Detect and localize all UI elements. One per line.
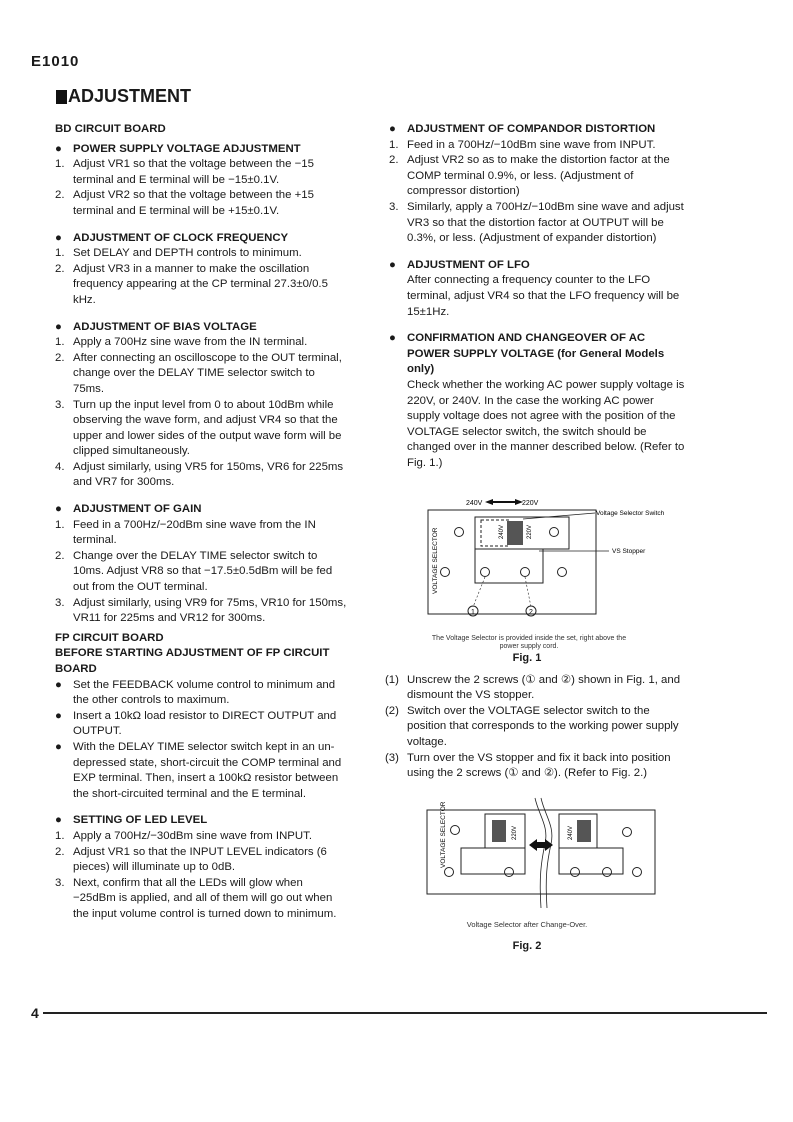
footer-rule <box>43 1012 767 1014</box>
fig1-callout-stopper: VS Stopper <box>612 548 646 556</box>
list-item: 1. Apply a 700Hz sine wave from the IN terminal. <box>55 336 308 349</box>
svg-text:220V: 220V <box>512 825 518 840</box>
step-item: (3) Turn over the VS stopper and fix it back into position using the 2 screws (① and ②). (Refer to Fig. 2.) <box>385 751 671 780</box>
bias-heading: ● ADJUSTMENT OF BIAS VOLTAGE <box>55 320 257 333</box>
list-item: 2. Adjust VR1 so that the INPUT LEVEL indicators (6 pieces) will illuminate up to 0dB. <box>55 845 327 874</box>
page-footer <box>31 1005 767 1021</box>
fig2-label: Fig. 2 <box>512 940 542 953</box>
list-item: 2. Adjust VR2 so as to make the distortion factor at the COMP terminal 0.9%, or less. (Adjustment of compressor distortion) <box>389 154 670 198</box>
screw-icon <box>505 867 514 876</box>
lfo-text: After connecting a frequency counter to the LFO terminal, adjust VR4 so that the LFO frequency will be 15±1Hz. <box>407 274 680 318</box>
model-number: E1010 <box>31 53 80 70</box>
fig2-diagram <box>389 796 685 916</box>
list-item: 3. Adjust similarly, using VR9 for 75ms, VR10 for 150ms, VR11 for 225ms and VR12 for 300ms. <box>55 596 347 625</box>
gain-heading: ● ADJUSTMENT OF GAIN <box>55 503 202 516</box>
double-arrow-icon <box>485 499 523 505</box>
step-item: (2) Switch over the VOLTAGE selector switch to the position that corresponds to the working power supply voltage. <box>385 704 679 749</box>
screw-icon <box>623 827 632 836</box>
screw-icon <box>451 825 460 834</box>
fig2-right-plate <box>559 848 623 874</box>
page-title <box>56 86 191 107</box>
list-item: 2. Adjust VR2 so that the voltage between the +15 terminal and E terminal will be +15±0.1V. <box>55 189 314 217</box>
fig1-side-label: VOLTAGE SELECTOR <box>432 528 439 595</box>
list-item: 1. Apply a 700Hz/−30dBm sine wave from INPUT. <box>55 829 312 842</box>
fp-heading: FP CIRCUIT BOARD <box>55 631 164 644</box>
screw-icon <box>550 528 559 537</box>
fig2-left-plate <box>461 848 525 874</box>
compandor-heading: ● ADJUSTMENT OF COMPANDOR DISTORTION <box>389 123 656 135</box>
list-item: 2. Change over the DELAY TIME selector switch to 10ms. Adjust VR8 so that −17.5±0.5dBm will be fed out from the OUT terminal. <box>55 549 333 594</box>
lfo-heading: ● ADJUSTMENT OF LFO <box>389 258 530 271</box>
list-item: 2. Adjust VR3 in a manner to make the oscillation frequency appearing at the CP terminal 27.3±0/0.5 kHz. <box>55 262 328 306</box>
ac-text: Check whether the working AC power supply voltage is 220V, or 240V. In the case the working AC power supply voltage does not agree with the position of the VOLTAGE selector switch, the switch should be changed over in the manner described below. (Refer to Fig. 1.) <box>407 378 685 469</box>
svg-text:240V: 240V <box>568 825 574 840</box>
title-square-icon <box>56 90 67 104</box>
list-item: ● With the DELAY TIME selector switch kept in an un-depressed state, short-circuit the COMP terminal and EXP terminal. Then, insert a 100kΩ resistor between the short-circuited terminal and the E terminal. <box>55 740 342 800</box>
page-number: 4 <box>31 1005 39 1021</box>
figure-1 <box>389 497 685 666</box>
fig1-diagram <box>389 497 685 629</box>
list-item: 3. Turn up the input level from 0 to about 10dBm while observing the wave form, and adjust VR4 so that the upper and lower sides of the output wave form will be clipped simultaneously. <box>55 398 342 458</box>
fig1-switch <box>507 521 523 545</box>
fig1-caption: The Voltage Selector is provided inside the set, right above the power supply cord. <box>431 635 627 651</box>
ac-heading: ● CONFIRMATION AND CHANGEOVER OF AC POWER SUPPLY VOLTAGE (for General Models only) <box>389 332 665 376</box>
screw-icon <box>571 867 580 876</box>
bd-heading: BD CIRCUIT BOARD <box>55 123 166 135</box>
list-item: 1. Feed in a 700Hz/−20dBm sine wave from the IN terminal. <box>55 518 316 547</box>
list-item: 4. Adjust similarly, using VR5 for 150ms, VR6 for 225ms and VR7 for 300ms. <box>55 460 344 489</box>
fig1-screw-2: 2 <box>529 609 533 617</box>
svg-text:220V: 220V <box>527 525 533 540</box>
list-item: 3. Next, confirm that all the LEDs will glow when −25dBm is applied, and all of them will go out when the input volume control is turned down to minimum. <box>55 876 337 920</box>
screw-icon <box>481 568 490 577</box>
fig2-right-switch <box>577 820 591 842</box>
list-item: ● Set the FEEDBACK volume control to minimum and the other controls to maximum. <box>55 678 336 707</box>
led-heading: ● SETTING OF LED LEVEL <box>55 814 208 827</box>
list-item: 3. Similarly, apply a 700Hz/−10dBm sine wave and adjust VR3 so that the distortion factor at OUTPUT will be 0.3%, or less. (Adjustment of expander distortion) <box>389 200 684 245</box>
title-text: ADJUSTMENT <box>68 86 192 106</box>
list-item: 2. After connecting an oscilloscope to the OUT terminal, change over the DELAY TIME selector switch to 75ms. <box>55 351 342 395</box>
fig1-stopper-plate <box>475 549 543 583</box>
screw-icon <box>455 528 464 537</box>
fig1-screw-1: 1 <box>471 609 475 617</box>
list-item: 1. Feed in a 700Hz/−10dBm sine wave from INPUT. <box>389 138 656 151</box>
power-heading: ● POWER SUPPLY VOLTAGE ADJUSTMENT <box>55 142 301 155</box>
list-item: ● Insert a 10kΩ load resistor to DIRECT OUTPUT and OUTPUT. <box>55 709 337 738</box>
fig2-side-label: VOLTAGE SELECTOR <box>440 801 447 868</box>
svg-text:240V: 240V <box>499 525 505 540</box>
screw-icon <box>441 568 450 577</box>
screw-icon <box>521 568 530 577</box>
double-arrow-icon <box>529 839 553 851</box>
figure-2 <box>389 796 685 955</box>
fig1-top-left: 240V <box>466 500 483 508</box>
screw-icon <box>558 568 567 577</box>
fig2-caption: Voltage Selector after Change-Over. <box>466 920 588 930</box>
left-column <box>55 122 347 923</box>
fig1-callout-switch: Voltage Selector Switch <box>596 510 665 518</box>
right-column <box>385 122 685 955</box>
screw-icon <box>633 867 642 876</box>
list-item: 1. Set DELAY and DEPTH controls to minimum. <box>55 247 302 260</box>
screw-icon <box>603 867 612 876</box>
clock-heading: ● ADJUSTMENT OF CLOCK FREQUENCY <box>55 231 289 244</box>
fig1-top-right: 220V <box>522 500 539 508</box>
screw-icon <box>445 867 454 876</box>
fig2-left-switch <box>492 820 506 842</box>
step-item: (1) Unscrew the 2 screws (① and ②) shown in Fig. 1, and dismount the VS stopper. <box>385 673 681 702</box>
fp-sub-heading: BEFORE STARTING ADJUSTMENT OF FP CIRCUIT BOARD <box>55 647 330 675</box>
list-item: 1. Adjust VR1 so that the voltage between the −15 terminal and E terminal will be −15±0.1V. <box>55 158 314 186</box>
fig1-label: Fig. 1 <box>512 652 542 665</box>
